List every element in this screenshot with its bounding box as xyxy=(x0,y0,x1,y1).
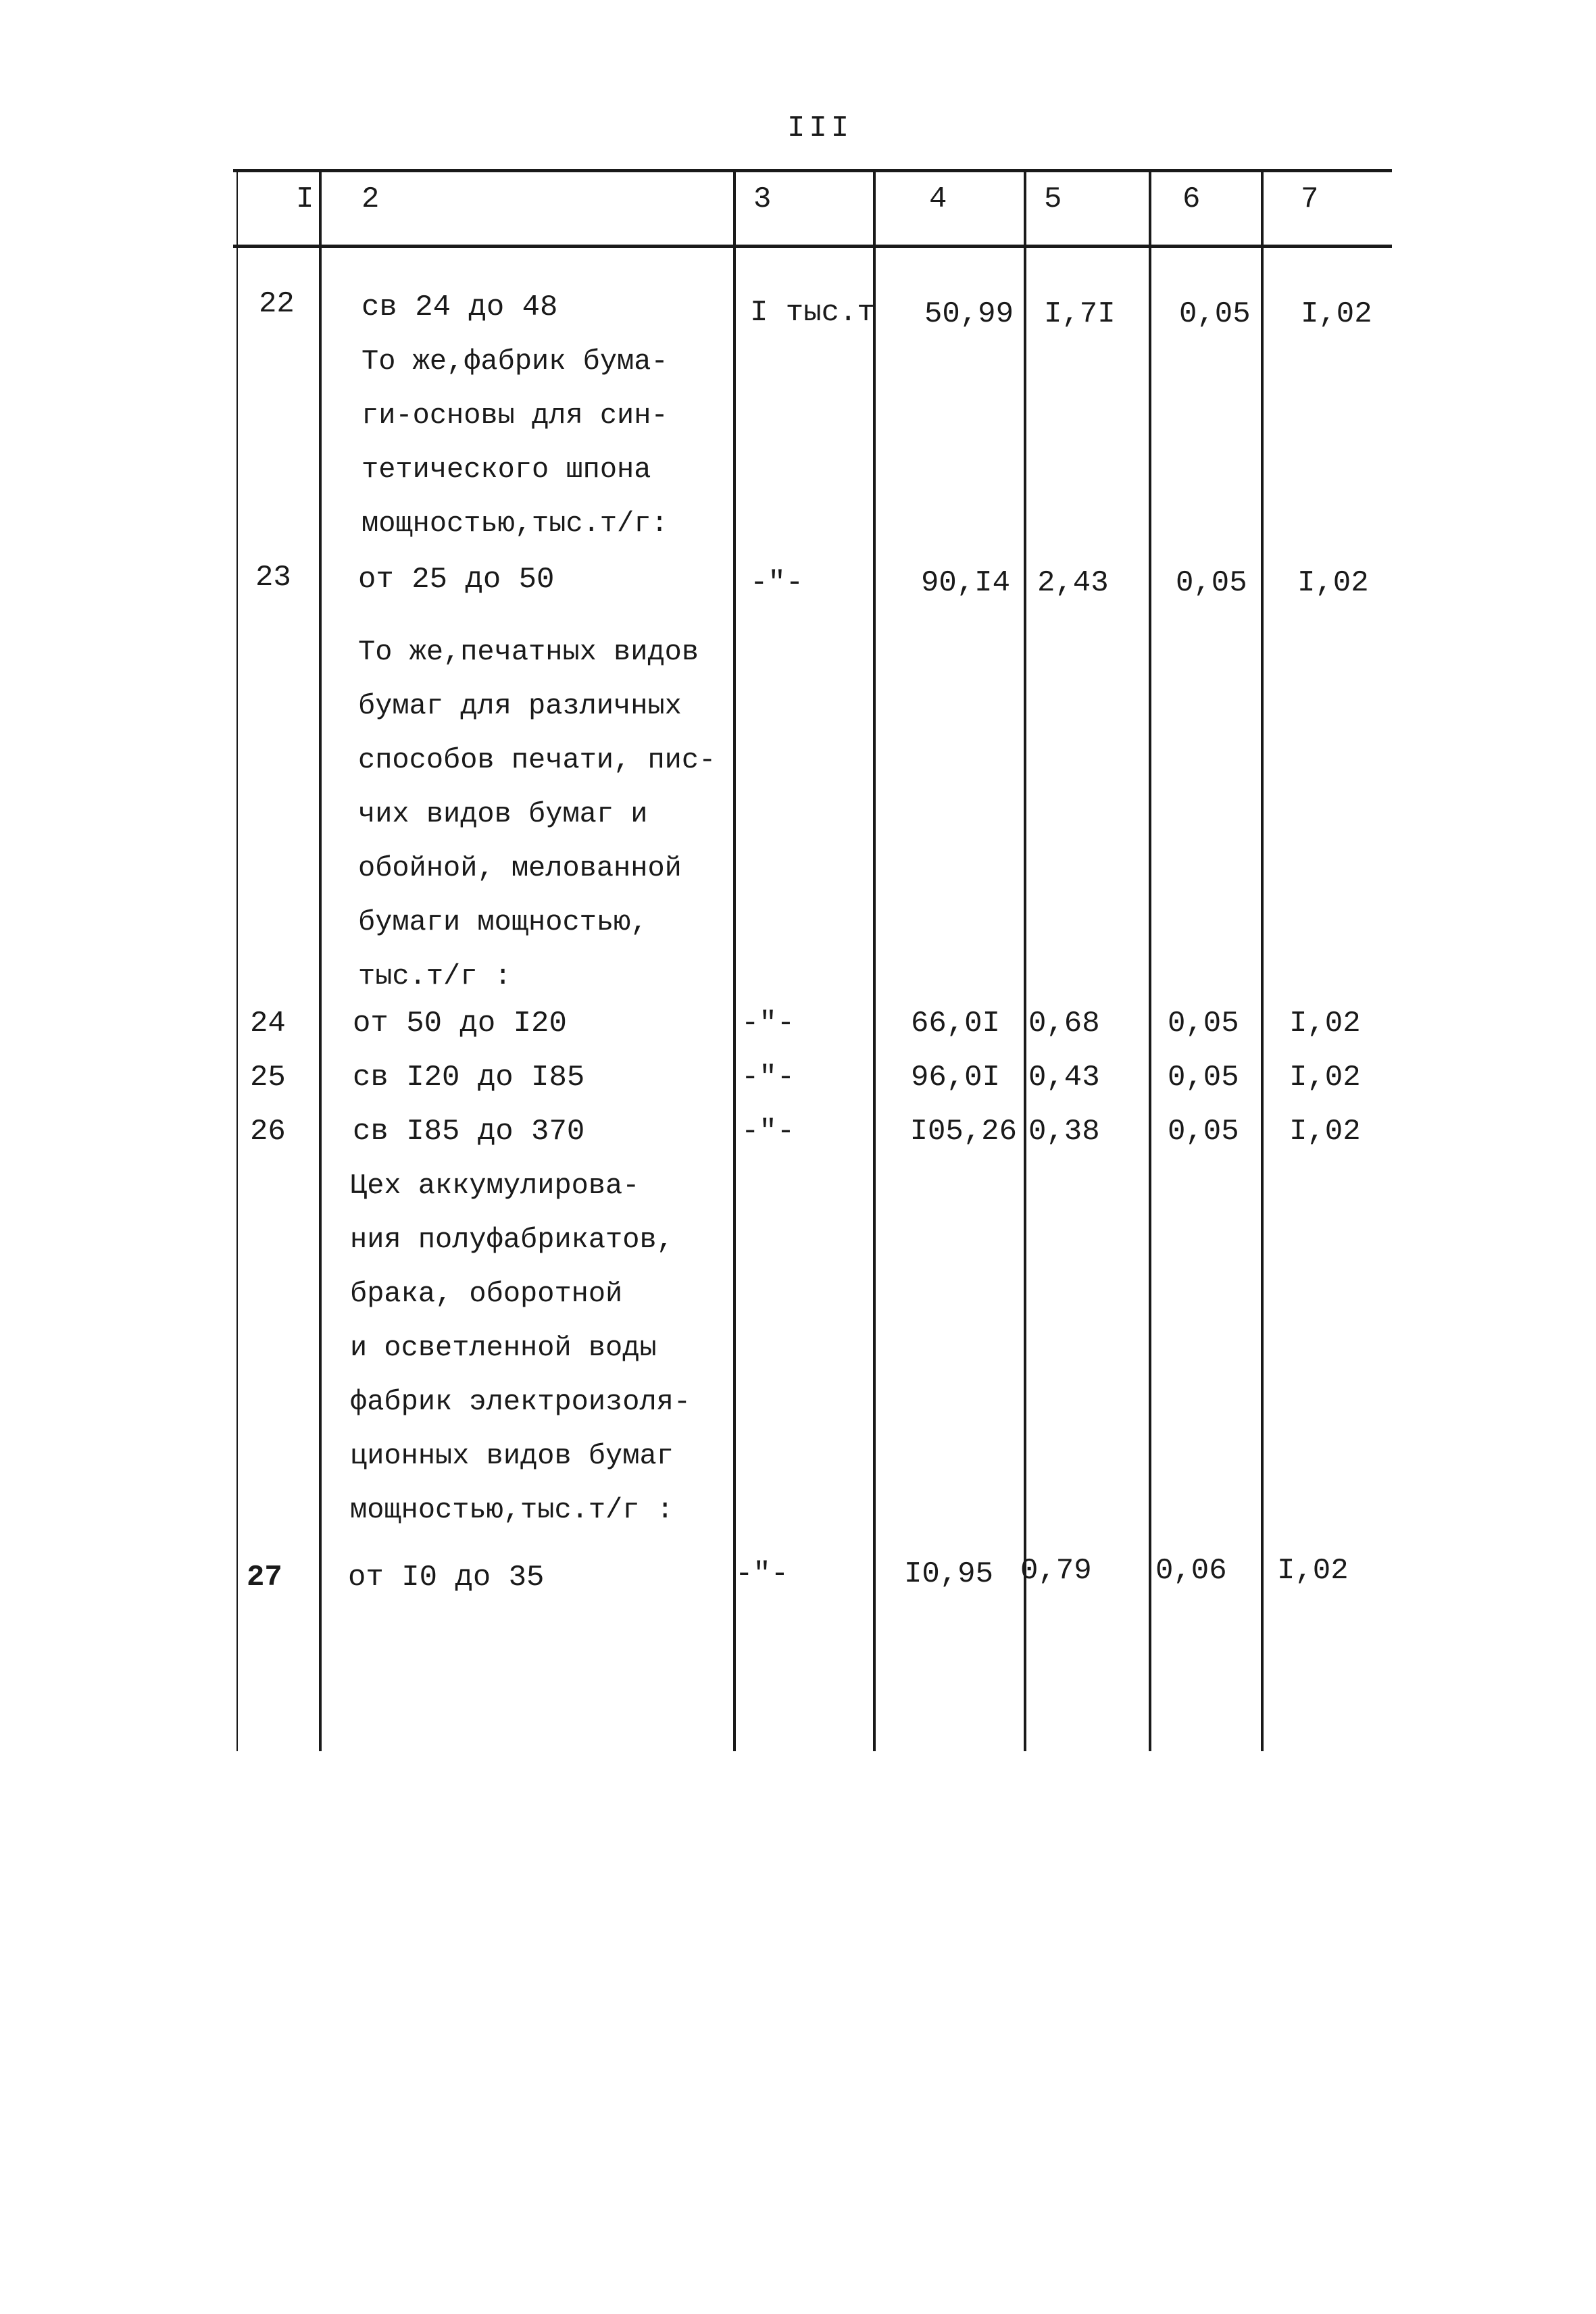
column-divider-5 xyxy=(1149,170,1151,1751)
row-col4: I0,95 xyxy=(903,1557,993,1591)
row-number: 27 xyxy=(247,1561,282,1594)
group-heading-synthetic xyxy=(361,334,668,551)
heading-line: То же,фабрик бума- xyxy=(361,345,668,378)
heading-line: Цех аккумулирова- xyxy=(350,1169,640,1202)
row-col7: I,02 xyxy=(1277,1554,1349,1588)
column-divider-6 xyxy=(1261,170,1264,1751)
heading-line: и осветленной воды xyxy=(350,1332,657,1364)
row-number: 24 xyxy=(250,1007,286,1040)
heading-line: обойной, мелованной xyxy=(358,852,682,884)
heading-line: бумаги мощностью, xyxy=(358,906,648,938)
row-col4: 50,99 xyxy=(924,297,1014,331)
row-col7: I,02 xyxy=(1289,1115,1361,1149)
row-col6: 0,05 xyxy=(1176,566,1247,600)
row-col7: I,02 xyxy=(1289,1061,1361,1095)
row-col4: 66,0I xyxy=(910,1007,1000,1040)
row-col5: 0,43 xyxy=(1028,1061,1100,1095)
row-name: св I20 до I85 xyxy=(353,1061,585,1095)
row-name: от 25 до 50 xyxy=(358,563,555,597)
row-col4: 96,0I xyxy=(910,1061,1000,1095)
column-header-3: 3 xyxy=(753,182,772,216)
heading-line: брака, оборотной xyxy=(350,1278,623,1310)
row-col5: 0,68 xyxy=(1028,1007,1100,1040)
column-header-6: 6 xyxy=(1182,182,1201,216)
column-header-4: 4 xyxy=(929,182,947,216)
table-header-bottom-border xyxy=(233,245,1392,248)
row-number: 22 xyxy=(259,287,295,321)
heading-line: мощностью,тыс.т/г: xyxy=(361,507,668,540)
row-unit: -"- xyxy=(741,1115,795,1149)
heading-line: ционных видов бумаг xyxy=(350,1440,674,1472)
heading-line: способов печати, пис- xyxy=(358,744,716,776)
row-col7: I,02 xyxy=(1297,566,1369,600)
column-divider-1 xyxy=(319,170,322,1751)
group-heading-printing xyxy=(358,625,716,1003)
row-col6: 0,05 xyxy=(1168,1061,1239,1095)
row-name: от 50 до I20 xyxy=(353,1007,567,1040)
heading-line: То же,печатных видов xyxy=(358,636,699,668)
row-number: 23 xyxy=(255,561,291,595)
table-top-border xyxy=(233,169,1392,172)
heading-line: чих видов бумаг и xyxy=(358,798,648,830)
row-unit: -"- xyxy=(735,1557,789,1591)
heading-line: ги-основы для син- xyxy=(361,399,668,432)
table-left-edge xyxy=(236,170,238,1751)
row-col6: 0,05 xyxy=(1168,1007,1239,1040)
row-col5: I,7I xyxy=(1044,297,1116,331)
heading-line: фабрик электроизоля- xyxy=(350,1386,691,1418)
row-col7: I,02 xyxy=(1289,1007,1361,1040)
row-name: св 24 до 48 xyxy=(361,291,558,324)
column-header-5: 5 xyxy=(1044,182,1062,216)
column-divider-3 xyxy=(873,170,876,1751)
row-name: от I0 до 35 xyxy=(348,1561,545,1594)
heading-line: ния полуфабрикатов, xyxy=(350,1224,674,1256)
group-heading-workshop xyxy=(350,1159,691,1537)
row-col5: 0,79 xyxy=(1020,1554,1092,1588)
heading-line: бумаг для различных xyxy=(358,690,682,722)
heading-line: тетического шпона xyxy=(361,453,651,486)
row-name: св I85 до 370 xyxy=(353,1115,585,1149)
row-col4: 90,I4 xyxy=(920,566,1010,600)
row-col6: 0,05 xyxy=(1168,1115,1239,1149)
column-header-7: 7 xyxy=(1301,182,1319,216)
row-col4: I05,26 xyxy=(909,1115,1017,1149)
column-header-1: I xyxy=(296,182,314,216)
row-unit: -"- xyxy=(741,1061,795,1095)
row-col5: 2,43 xyxy=(1037,566,1109,600)
column-divider-4 xyxy=(1024,170,1026,1751)
row-unit: -"- xyxy=(741,1007,795,1040)
row-number: 26 xyxy=(250,1115,286,1149)
column-divider-2 xyxy=(733,170,736,1751)
row-unit: I тыс.т xyxy=(750,296,875,330)
row-unit: -"- xyxy=(750,566,804,600)
page-number: III xyxy=(787,111,853,145)
row-col6: 0,05 xyxy=(1179,297,1251,331)
row-col6: 0,06 xyxy=(1155,1554,1227,1588)
heading-line: мощностью,тыс.т/г : xyxy=(350,1494,674,1526)
row-number: 25 xyxy=(250,1061,286,1095)
heading-line: тыс.т/г : xyxy=(358,960,512,992)
row-col5: 0,38 xyxy=(1028,1115,1100,1149)
row-col7: I,02 xyxy=(1301,297,1372,331)
column-header-2: 2 xyxy=(361,182,380,216)
